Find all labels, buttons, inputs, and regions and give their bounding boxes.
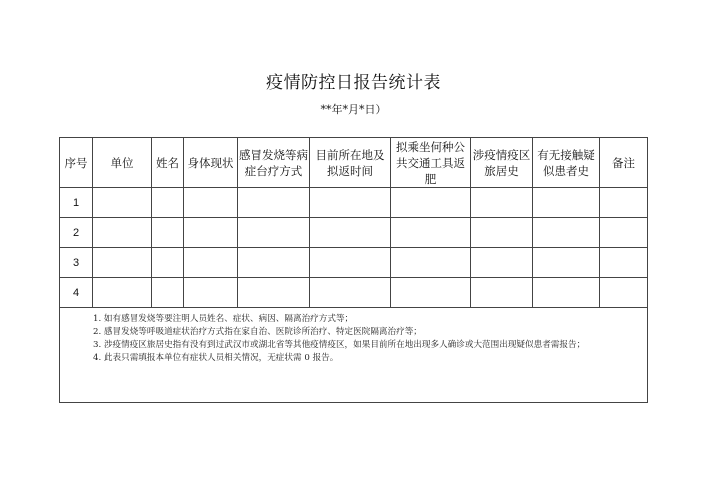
- row-number: 3: [60, 248, 93, 278]
- header-remarks: 备注: [600, 138, 648, 188]
- header-seq: 序号: [60, 138, 93, 188]
- table-cell[interactable]: [471, 188, 533, 218]
- header-contact-history: 有无接触疑似患者史: [533, 138, 600, 188]
- note-item: 2. 感冒发烧等呼吸道症状治疗方式指在家自治、医院诊所治疗、特定医院隔离治疗等；: [93, 327, 422, 337]
- header-transport: 拟乘坐何种公共交通工具返肥: [391, 138, 471, 188]
- header-treatment: 感冒发烧等病症台疗方式: [238, 138, 310, 188]
- table-cell[interactable]: [310, 278, 391, 308]
- table-cell[interactable]: [600, 278, 648, 308]
- table-cell[interactable]: [471, 248, 533, 278]
- table-cell[interactable]: [391, 188, 471, 218]
- table-cell[interactable]: [152, 188, 184, 218]
- table-cell[interactable]: [238, 248, 310, 278]
- table-cell[interactable]: [93, 278, 152, 308]
- table-cell[interactable]: [184, 278, 238, 308]
- header-name: 姓名: [152, 138, 184, 188]
- table-cell[interactable]: [391, 218, 471, 248]
- document-title: 疫情防控日报告统计表: [266, 73, 441, 93]
- table-cell[interactable]: [533, 218, 600, 248]
- row-number: 1: [60, 188, 93, 218]
- table-cell[interactable]: [152, 248, 184, 278]
- table-cell[interactable]: [600, 218, 648, 248]
- table-cell[interactable]: [93, 248, 152, 278]
- table-cell[interactable]: [600, 188, 648, 218]
- row-number: 4: [60, 278, 93, 308]
- table-cell[interactable]: [184, 188, 238, 218]
- notes-row: [60, 308, 648, 403]
- table-cell[interactable]: [152, 218, 184, 248]
- table-cell[interactable]: [238, 218, 310, 248]
- note-item: 1. 如有感冒发烧等要注明人员姓名、症状、病因、隔离治疗方式等；: [93, 314, 354, 324]
- table-cell[interactable]: [471, 278, 533, 308]
- table-cell[interactable]: [391, 248, 471, 278]
- notes-cell: [60, 308, 648, 403]
- table-cell[interactable]: [533, 248, 600, 278]
- header-row: [60, 138, 648, 188]
- table-cell[interactable]: [310, 248, 391, 278]
- table-cell[interactable]: [238, 188, 310, 218]
- table-cell[interactable]: [184, 218, 238, 248]
- table-cell[interactable]: [238, 278, 310, 308]
- table-row: [60, 248, 648, 278]
- report-table: [59, 137, 648, 403]
- table-cell[interactable]: [93, 188, 152, 218]
- document-date-line: **年*月*日）: [320, 103, 387, 116]
- table-cell[interactable]: [310, 218, 391, 248]
- table-cell[interactable]: [93, 218, 152, 248]
- header-travel-history: 涉疫情疫区旅居史: [471, 138, 533, 188]
- header-health-status: 身体现状: [184, 138, 238, 188]
- table-row: [60, 278, 648, 308]
- row-number: 2: [60, 218, 93, 248]
- note-item: 3. 涉疫情疫区旅居史指有没有到过武汉市或湖北省等其他疫情疫区，如果目前所在地出现多人确诊或大范围出现疑似患者需报告；: [93, 340, 586, 350]
- table-cell[interactable]: [391, 278, 471, 308]
- table-row: [60, 218, 648, 248]
- header-unit: 单位: [93, 138, 152, 188]
- header-location: 目前所在地及拟返时间: [310, 138, 391, 188]
- table-cell[interactable]: [600, 248, 648, 278]
- table-cell[interactable]: [533, 278, 600, 308]
- table-row: [60, 188, 648, 218]
- table-cell[interactable]: [184, 248, 238, 278]
- table-cell[interactable]: [533, 188, 600, 218]
- table-cell[interactable]: [310, 188, 391, 218]
- table-cell[interactable]: [152, 278, 184, 308]
- table-cell[interactable]: [471, 218, 533, 248]
- note-item: 4. 此表只需填报本单位有症状人员相关情况，无症状需 0 报告。: [93, 353, 339, 363]
